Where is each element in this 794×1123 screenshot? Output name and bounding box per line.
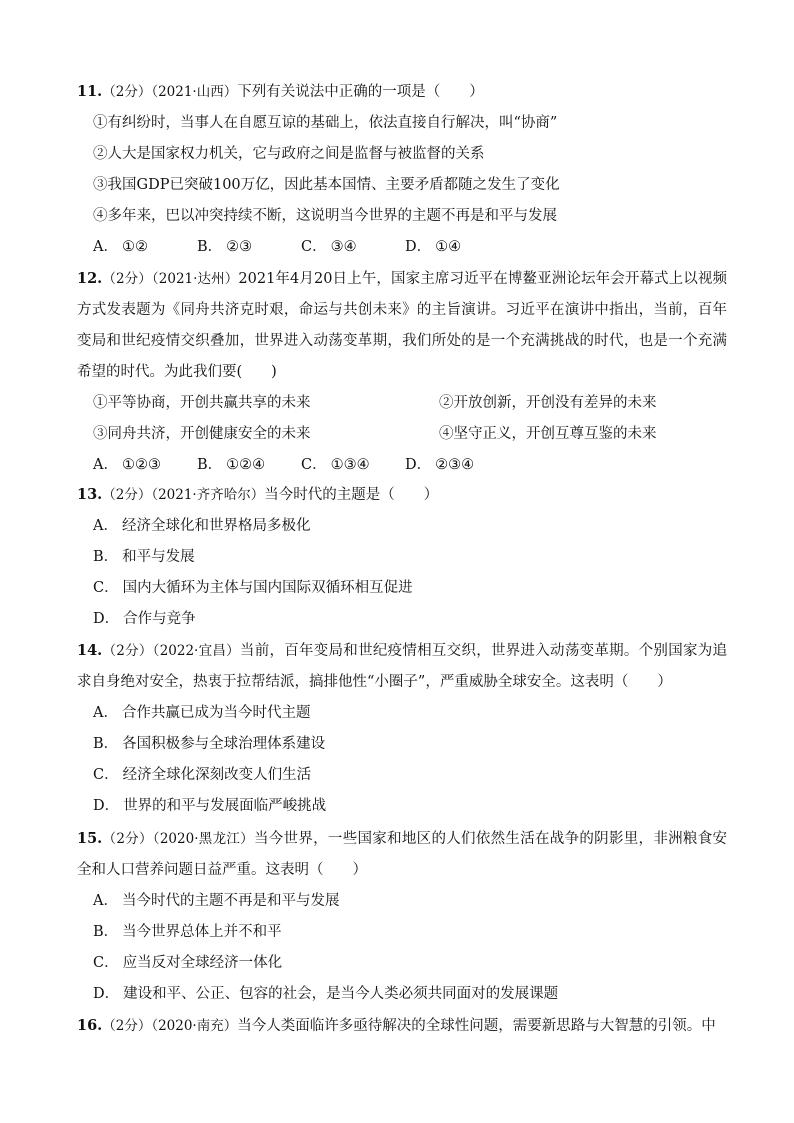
option-c[interactable]: C． 应当反对全球经济一体化 [93,955,283,971]
question-source: （2020·南充） [151,1018,238,1034]
statement-item: ①有纠纷时，当事人在自愿互谅的基础上，依法直接自行解决，叫“协商” [93,115,558,131]
question-stem [77,635,727,698]
question-text: 当前，百年变局和世纪疫情相互交织，世界进入动荡变革期。个别国家为追求自身绝对安全，热衷于拉帮结派，搞排他性“小圈子”，严重威胁全球安全。这表明（ ） [77,643,728,690]
option-b[interactable]: B． ①②④ [197,457,266,473]
question-text: 当今时代的主题是（ ） [264,487,439,503]
question-15 [77,823,727,1010]
option-a[interactable]: A． ①②③ [93,457,161,473]
question-source: （2021·达州） [151,271,239,287]
question-number: 13. [77,486,103,503]
question-12 [77,263,727,481]
question-number: 11. [77,83,103,100]
option-row [77,232,727,263]
statement-item: ③同舟共济，开创健康安全的未来 [93,426,311,442]
option-row [77,450,727,481]
question-text: 当今世界，一些国家和地区的人们依然生活在战争的阴影里，非洲粮食安全和人口营养问题日益严重。这表明（ ） [77,831,728,878]
question-text: 当今人类面临许多亟待解决的全球性问题，需要新思路与大智慧的引领。中 [237,1018,716,1034]
option-a[interactable]: A． 合作共赢已成为当今时代主题 [93,705,311,721]
question-score: （2分） [102,84,152,100]
question-number: 15. [77,830,103,847]
option-c[interactable]: C． ①③④ [301,457,370,473]
question-score: （2分） [102,831,153,847]
question-score: （2分） [102,1018,152,1034]
statement-item: ④多年来，巴以冲突持续不断，这说明当今世界的主题不再是和平与发展 [93,208,557,224]
question-stem [77,479,727,511]
option-c[interactable]: C． ③④ [301,239,357,255]
question-source: （2022·宜昌） [152,643,240,659]
question-stem [77,263,727,388]
option-b[interactable]: B． 各国积极参与全球治理体系建设 [93,736,326,752]
question-score: （2分） [102,271,152,287]
question-number: 12. [77,270,103,287]
question-number: 14. [77,642,103,659]
question-score: （2分） [102,487,152,503]
question-13 [77,479,727,635]
question-16 [77,1010,727,1042]
question-score: （2分） [102,643,153,659]
question-source: （2021·齐齐哈尔） [151,487,265,503]
question-source: （2020·黑龙江） [152,831,254,847]
question-stem [77,823,727,886]
question-stem [77,1010,727,1042]
statement-item: ②人大是国家权力机关，它与政府之间是监督与被监督的关系 [93,146,485,162]
question-text: 下列有关说法中正确的一项是（ ） [237,84,484,100]
option-b[interactable]: B． 和平与发展 [93,549,195,565]
question-stem [77,76,727,108]
option-d[interactable]: D． 建设和平、公正、包容的社会，是当今人类必须共同面对的发展课题 [93,986,559,1002]
option-a[interactable]: A． 经济全球化和世界格局多极化 [93,518,311,534]
option-a[interactable]: A． ①② [93,239,148,255]
statement-row [77,388,727,419]
question-11 [77,76,727,263]
option-b[interactable]: B． ②③ [197,239,253,255]
statement-item: ④坚守正义，开创互尊互鉴的未来 [439,426,657,442]
statement-item: ②开放创新，开创没有差异的未来 [439,395,657,411]
question-number: 16. [77,1017,103,1034]
statement-item: ①平等协商，开创共赢共享的未来 [93,395,311,411]
statement-row [77,419,727,450]
option-d[interactable]: D． 合作与竞争 [93,611,196,627]
option-d[interactable]: D． ①④ [405,239,462,255]
option-d[interactable]: D． ②③④ [405,457,475,473]
option-c[interactable]: C． 国内大循环为主体与国内国际双循环相互促进 [93,580,413,596]
question-source: （2021·山西） [151,84,238,100]
question-text: 2021年4月20日上午，国家主席习近平在博鳌亚洲论坛年会开幕式上以视频方式发表题为《同舟共济克时艰，命运与共创未来》的主旨演讲。习近平在演讲中指出，当前，百年变局和世纪疫情交织叠加，世界进入动荡变革期，我们所处的是一个充满挑战的时代，也是一个充满希望的时代。为此我们要( ) [77,271,728,380]
option-b[interactable]: B． 当今世界总体上并不和平 [93,924,282,940]
option-c[interactable]: C． 经济全球化深刻改变人们生活 [93,767,312,783]
question-14 [77,635,727,822]
option-d[interactable]: D． 世界的和平与发展面临严峻挑战 [93,798,327,814]
statement-item: ③我国GDP已突破100万亿，因此基本国情、主要矛盾都随之发生了变化 [93,177,560,193]
option-a[interactable]: A． 当今时代的主题不再是和平与发展 [93,893,340,909]
